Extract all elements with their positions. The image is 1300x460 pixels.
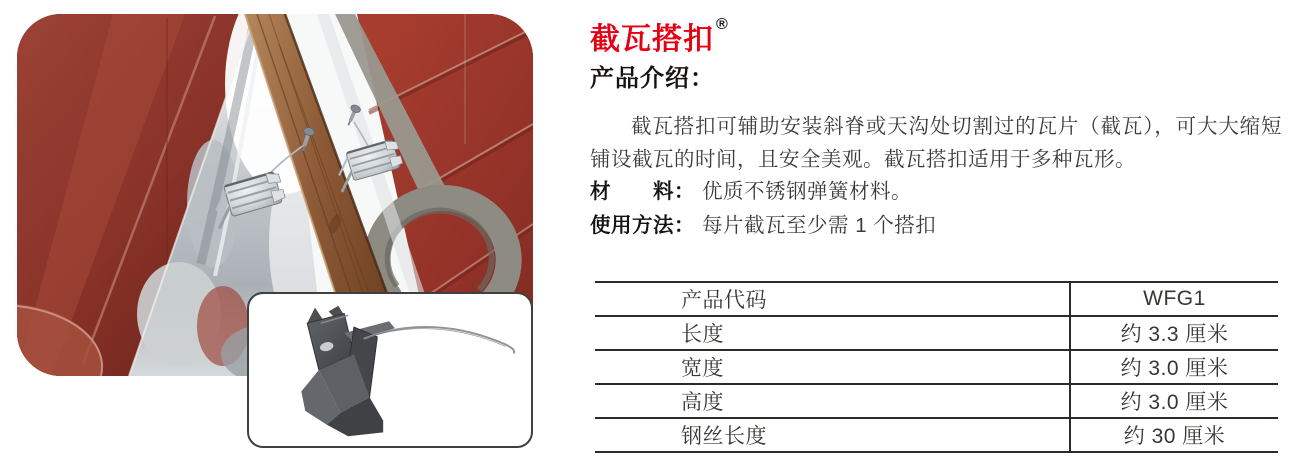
registered-trademark-symbol: ® [716, 16, 729, 33]
usage-label: 使用方法： [590, 214, 695, 237]
spec-name-cell: 长度 [595, 316, 1070, 350]
spec-name-cell: 产品代码 [595, 282, 1070, 316]
product-title-text: 截瓦搭扣 [590, 23, 714, 56]
table-row [595, 384, 1278, 418]
material-value: 优质不锈钢弹簧材料。 [702, 180, 912, 203]
spec-value-cell: WFG1 [1070, 282, 1278, 316]
intro-heading: 产品介绍： [590, 65, 715, 92]
spec-value-cell: 约 3.0 厘米 [1070, 384, 1278, 418]
steel-wire [364, 327, 515, 353]
spec-value-cell: 约 3.0 厘米 [1070, 350, 1278, 384]
material-line [590, 177, 912, 207]
spec-value-cell: 约 3.3 厘米 [1070, 316, 1278, 350]
table-row [595, 350, 1278, 384]
product-inset-photo [247, 292, 533, 448]
tile-clip-product-illustration [249, 294, 531, 446]
table-row [595, 316, 1278, 350]
table-row [595, 418, 1278, 452]
intro-paragraph: 截瓦搭扣可辅助安装斜脊或天沟处切割过的瓦片（截瓦），可大大缩短铺设截瓦的时间，且安全美观。截瓦搭扣适用于多种瓦形。 [590, 115, 1282, 171]
table-row [595, 282, 1278, 316]
spec-table [595, 281, 1278, 453]
material-label: 材 料： [590, 180, 695, 203]
usage-value: 每片截瓦至少需 1 个搭扣 [702, 214, 937, 237]
product-title [590, 17, 727, 57]
spec-name-cell: 宽度 [595, 350, 1070, 384]
spec-name-cell: 高度 [595, 384, 1070, 418]
usage-line [590, 211, 936, 241]
spec-value-cell: 约 30 厘米 [1070, 418, 1278, 452]
spec-name-cell: 钢丝长度 [595, 418, 1070, 452]
